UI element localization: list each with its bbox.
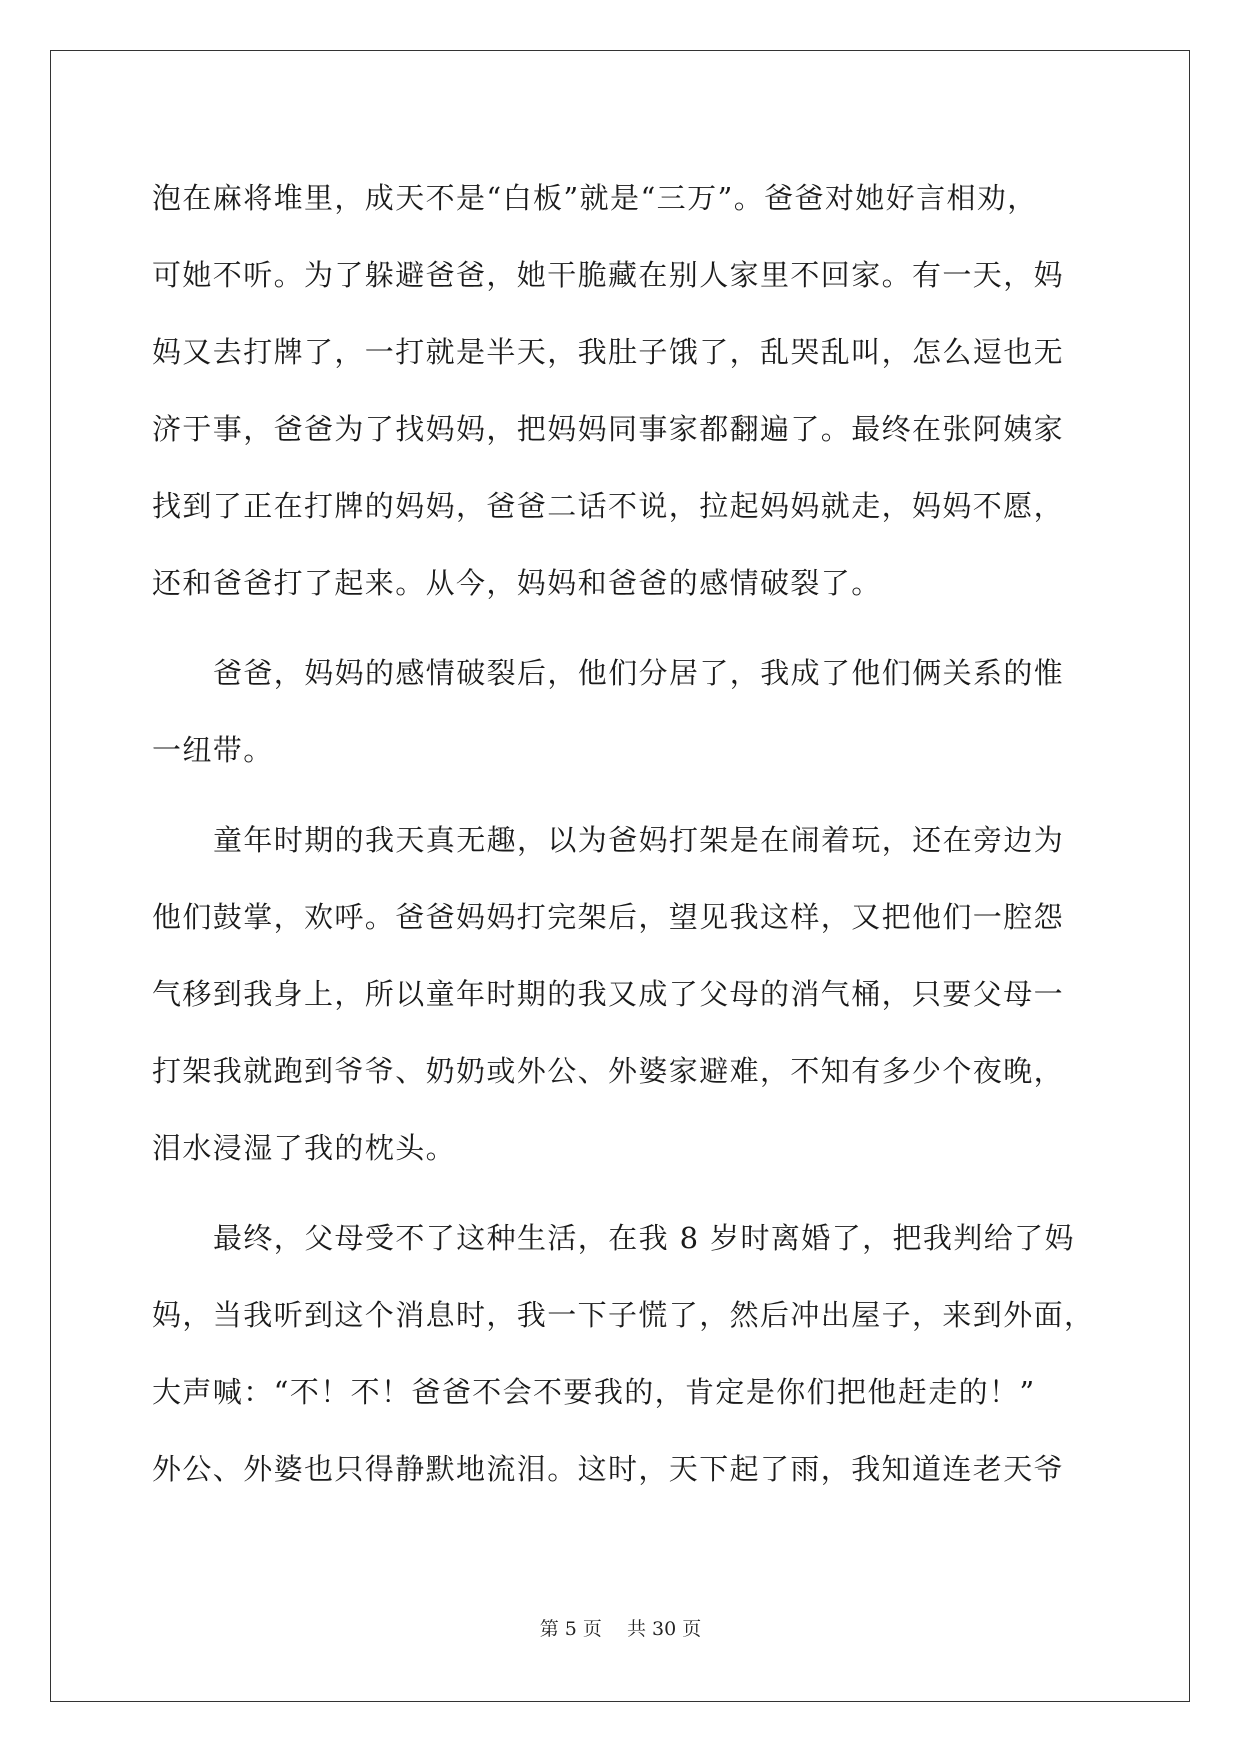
text-line: 大声喊：“不！不！爸爸不会不要我的，肯定是你们把他赶走的！” xyxy=(152,1375,1036,1409)
paragraph xyxy=(152,635,1092,789)
text-line: 泪水浸湿了我的枕头。 xyxy=(152,1131,457,1165)
text-line: 可她不听。为了躲避爸爸，她干脆藏在别人家里不回家。有一天，妈 xyxy=(152,258,1065,292)
text-line: 外公、外婆也只得静默地流泪。这时，天下起了雨，我知道连老天爷 xyxy=(152,1452,1065,1486)
document-body xyxy=(152,160,1095,1508)
text-line: 他们鼓掌，欢呼。爸爸妈妈打完架后，望见我这样，又把他们一腔怨 xyxy=(152,900,1065,934)
text-line: 济于事，爸爸为了找妈妈，把妈妈同事家都翻遍了。最终在张阿姨家 xyxy=(152,412,1065,446)
text-line: 泡在麻将堆里，成天不是“白板”就是“三万”。爸爸对她好言相劝， xyxy=(152,181,1038,215)
text-line: 爸爸，妈妈的感情破裂后，他们分居了，我成了他们俩关系的惟 xyxy=(213,656,1065,690)
text-line: 童年时期的我天真无趣，以为爸妈打架是在闹着玩，还在旁边为 xyxy=(213,823,1065,857)
paragraph xyxy=(152,802,1092,1187)
text-line: 气移到我身上，所以童年时期的我又成了父母的消气桶，只要父母一 xyxy=(152,977,1065,1011)
paragraph xyxy=(152,1200,1095,1508)
text-line: 一纽带。 xyxy=(152,733,274,767)
paragraph xyxy=(152,160,1092,622)
text-line: 妈，当我听到这个消息时，我一下子慌了，然后冲出屋子，来到外面， xyxy=(152,1298,1095,1332)
text-line: 最终，父母受不了这种生活，在我 8 岁时离婚了，把我判给了妈 xyxy=(213,1221,1075,1255)
text-line: 还和爸爸打了起来。从今，妈妈和爸爸的感情破裂了。 xyxy=(152,566,882,600)
text-line: 妈又去打牌了，一打就是半天，我肚子饿了，乱哭乱叫，怎么逗也无 xyxy=(152,335,1065,369)
text-line: 打架我就跑到爷爷、奶奶或外公、外婆家避难，不知有多少个夜晚， xyxy=(152,1054,1065,1088)
text-line: 找到了正在打牌的妈妈，爸爸二话不说，拉起妈妈就走，妈妈不愿， xyxy=(152,489,1065,523)
page-number-footer: 第 5 页 共 30 页 xyxy=(539,1618,702,1640)
